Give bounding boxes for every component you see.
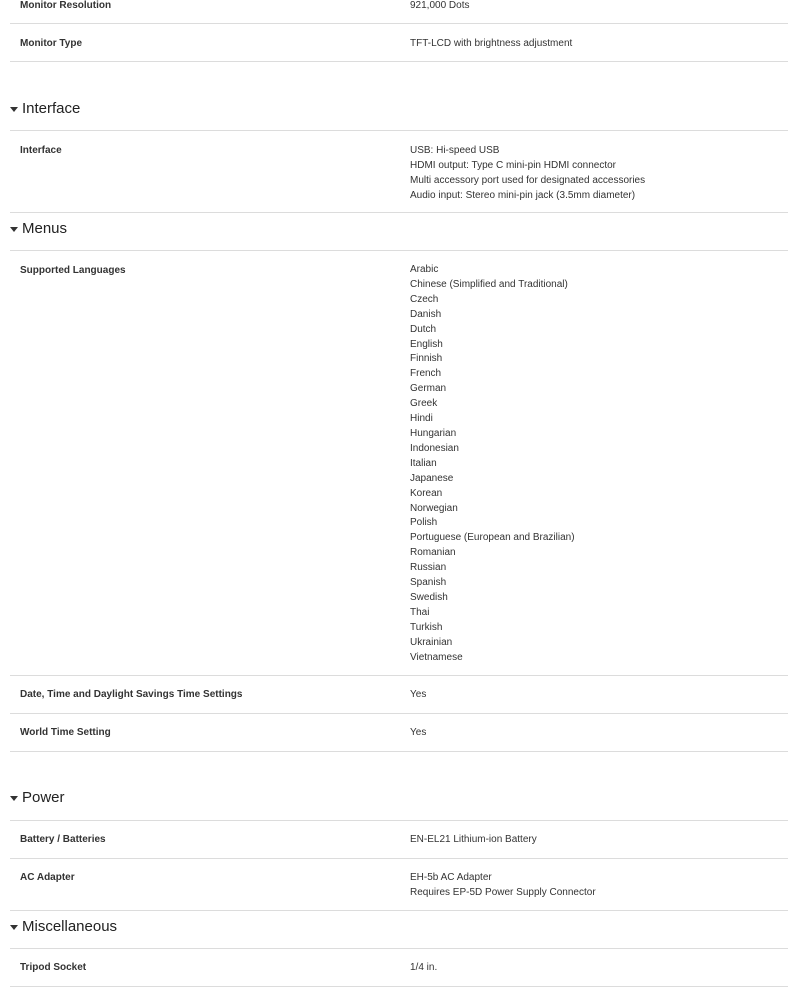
spec-value-line: EH-5b AC Adapter xyxy=(410,872,492,883)
spec-value-line: Audio input: Stereo mini-pin jack (3.5mm diameter) xyxy=(410,190,636,201)
spec-value-line: Czech xyxy=(410,293,439,305)
spec-value-line: Korean xyxy=(410,487,443,499)
spec-value xyxy=(410,725,426,740)
spec-value-line: USB: Hi-speed USB xyxy=(410,145,500,156)
spec-value xyxy=(410,960,437,975)
spec-value-line: Danish xyxy=(410,308,442,320)
spec-value-line: Norwegian xyxy=(410,502,458,514)
spec-row-supported-languages xyxy=(10,251,788,676)
spec-value-line: Swedish xyxy=(410,591,448,603)
caret-down-icon xyxy=(10,107,18,112)
caret-down-icon xyxy=(10,925,18,930)
spec-row-monitor-type xyxy=(10,24,788,62)
spec-label: Battery / Batteries xyxy=(20,834,106,845)
spec-value-line: Yes xyxy=(410,727,427,738)
section-header-menus[interactable] xyxy=(10,213,788,251)
spec-value-line: Japanese xyxy=(410,472,454,484)
spec-value-line: EN-EL21 Lithium-ion Battery xyxy=(410,834,537,845)
spec-value-line: English xyxy=(410,338,443,350)
spec-value-line: 921,000 Dots xyxy=(410,0,470,11)
section-title: Interface xyxy=(22,100,81,117)
spec-value-line: TFT-LCD with brightness adjustment xyxy=(410,38,573,49)
section-header-power[interactable] xyxy=(10,782,788,821)
spec-value xyxy=(410,143,645,203)
section-title: Menus xyxy=(22,220,68,237)
spec-value-line: Chinese (Simplified and Traditional) xyxy=(410,278,568,290)
spec-value-line: Finnish xyxy=(410,353,443,365)
spec-value-line: Hindi xyxy=(410,413,433,425)
spec-value-line: Spanish xyxy=(410,577,447,589)
spec-value-line: Italian xyxy=(410,457,437,469)
spec-label: Monitor Type xyxy=(20,38,83,49)
spec-value-line: 1/4 in. xyxy=(410,962,438,973)
spec-row-world-time xyxy=(10,714,788,752)
spec-row-date-time xyxy=(10,676,788,714)
spec-value-line: Ukrainian xyxy=(410,636,453,648)
spec-label: Interface xyxy=(20,145,62,156)
spec-value-line: Thai xyxy=(410,606,430,618)
section-title: Power xyxy=(22,789,65,806)
spec-value-line: Portuguese (European and Brazilian) xyxy=(410,532,575,544)
spec-value-line: Yes xyxy=(410,689,427,700)
spec-row-ac-adapter xyxy=(10,859,788,911)
spec-value xyxy=(410,870,596,900)
spec-value-line: Romanian xyxy=(410,547,456,559)
section-header-miscellaneous[interactable] xyxy=(10,911,788,949)
spec-value-line: Polish xyxy=(410,517,438,529)
spec-value-line: French xyxy=(410,368,442,380)
spec-label: Supported Languages xyxy=(20,265,126,276)
spec-value-line: Arabic xyxy=(410,264,439,275)
spec-value-line: Russian xyxy=(410,562,447,574)
section-title: Miscellaneous xyxy=(22,918,118,935)
spec-label: Monitor Resolution xyxy=(20,0,112,11)
spec-value-line: Multi accessory port used for designated accessories xyxy=(410,175,646,186)
spec-value-line: German xyxy=(410,383,447,395)
spec-value-line: Turkish xyxy=(410,621,443,633)
spec-row-battery xyxy=(10,821,788,859)
spec-value xyxy=(410,687,426,702)
spec-value-line: Vietnamese xyxy=(410,651,463,663)
spec-value-line: Greek xyxy=(410,398,438,410)
spec-label: AC Adapter xyxy=(20,872,75,883)
spec-value xyxy=(410,832,537,847)
caret-down-icon xyxy=(10,227,18,232)
spec-label: Tripod Socket xyxy=(20,962,87,973)
spec-value-line: Indonesian xyxy=(410,442,459,454)
spec-label: World Time Setting xyxy=(20,727,111,738)
spec-value xyxy=(410,0,470,13)
spec-value-line: HDMI output: Type C mini-pin HDMI connector xyxy=(410,160,617,171)
spec-row-monitor-resolution xyxy=(10,0,788,24)
caret-down-icon xyxy=(10,796,18,801)
spec-value xyxy=(410,36,572,51)
spec-value-line: Dutch xyxy=(410,323,437,335)
spec-label: Date, Time and Daylight Savings Time Settings xyxy=(20,689,243,700)
spec-row-interface xyxy=(10,131,788,213)
spec-row-tripod-socket xyxy=(10,949,788,987)
section-header-interface[interactable] xyxy=(10,93,788,131)
spec-value-line: Requires EP-5D Power Supply Connector xyxy=(410,887,596,898)
spec-value xyxy=(410,263,575,665)
spec-value-line: Hungarian xyxy=(410,427,457,439)
